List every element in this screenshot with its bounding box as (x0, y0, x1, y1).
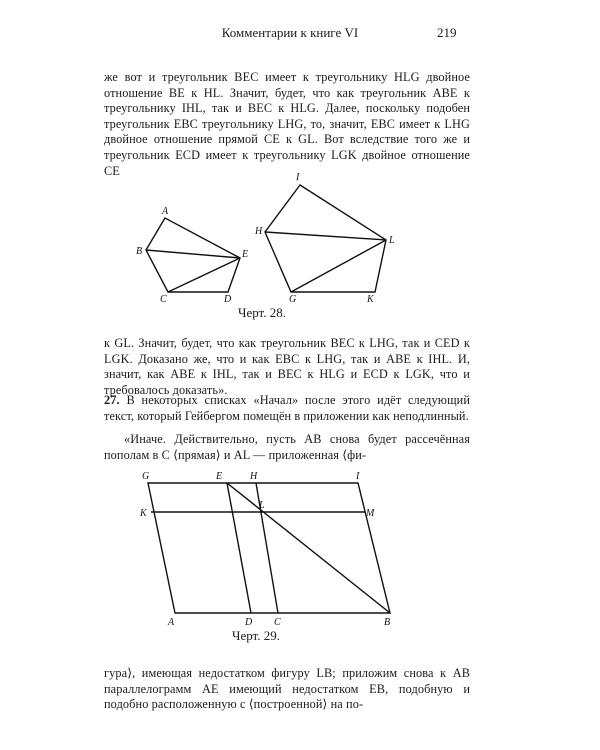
fig29-label-h: H (250, 471, 258, 482)
fig29-label-m: M (366, 508, 375, 519)
fig28-label-b: B (136, 246, 143, 257)
segment-ed (227, 483, 251, 613)
figure-28-caption: Черт. 28. (238, 305, 287, 320)
paragraph-5: гура⟩, имеющая недостатком фигуру LB; приложим снова к AB параллелограмм AE имеющий недостатком EB, подобную и подобно расположенную с ⟨построенной⟩ на по- (104, 666, 470, 712)
fig29-label-c: C (274, 617, 281, 628)
fig28-label-e: E (242, 249, 249, 260)
fig29-label-g: G (142, 471, 150, 482)
note-number: 27. (104, 393, 120, 407)
paragraph-4: «Иначе. Действительно, пусть AB снова будет рассечённая пополам в C ⟨прямая⟩ и AL — приложенная ⟨фи- (104, 432, 470, 462)
fig29-label-k: K (140, 508, 147, 519)
running-header-title: Комментарии к книге VI (221, 25, 359, 40)
fig28-label-c: C (160, 294, 167, 305)
fig28-label-g: G (289, 294, 297, 305)
fig28-label-l: L (389, 235, 395, 246)
parallelogram-gibα (148, 483, 390, 613)
fig29-label-e: E (216, 471, 223, 482)
paragraph-2: к GL. Значит, будет, что как треугольник BEC к LHG, так и CED к LGK. Доказано же, что и как EBC к LHG, так и ABE к IHL. И, значит, как ABE к IHL, так и BEC к HLG и ECD к LGK, что и требовалось доказать». (104, 336, 470, 397)
fig29-label-i: I (356, 471, 360, 482)
page-number: 219 (437, 25, 457, 40)
fig28-label-h: H (255, 226, 263, 237)
fig29-label-d: D (245, 617, 253, 628)
fig28-label-d: D (224, 294, 232, 305)
note-text: В некоторых списках «Начал» после этого идёт следующий текст, который Гейбергом помещён в приложении как неподлинный. (104, 393, 470, 423)
fig28-label-i: I (296, 172, 300, 183)
diagonal-eb (227, 483, 390, 613)
fig28-label-k: K (367, 294, 374, 305)
paragraph-1: же вот и треугольник BEC имеет к треугольнику HLG двойное отношение BE к HL. Значит, будет, что как треугольник ABE к треугольнику IHL, так и BEC к HLG. Далее, поскольку подобен треугольник EBC треугольнику LHG, то, значит, EBC имеет к LHG двойное отношение прямой CE к GL. Вот вследствие того же и треугольник ECD имеет к треугольнику LGK двойное отношение CE (104, 70, 470, 178)
fig29-label-a: A (168, 617, 175, 628)
fig29-label-b: B (384, 617, 391, 628)
fig28-label-a: A (162, 206, 169, 217)
fig29-label-l: L (259, 500, 265, 511)
figure-29-caption: Черт. 29. (232, 628, 281, 643)
